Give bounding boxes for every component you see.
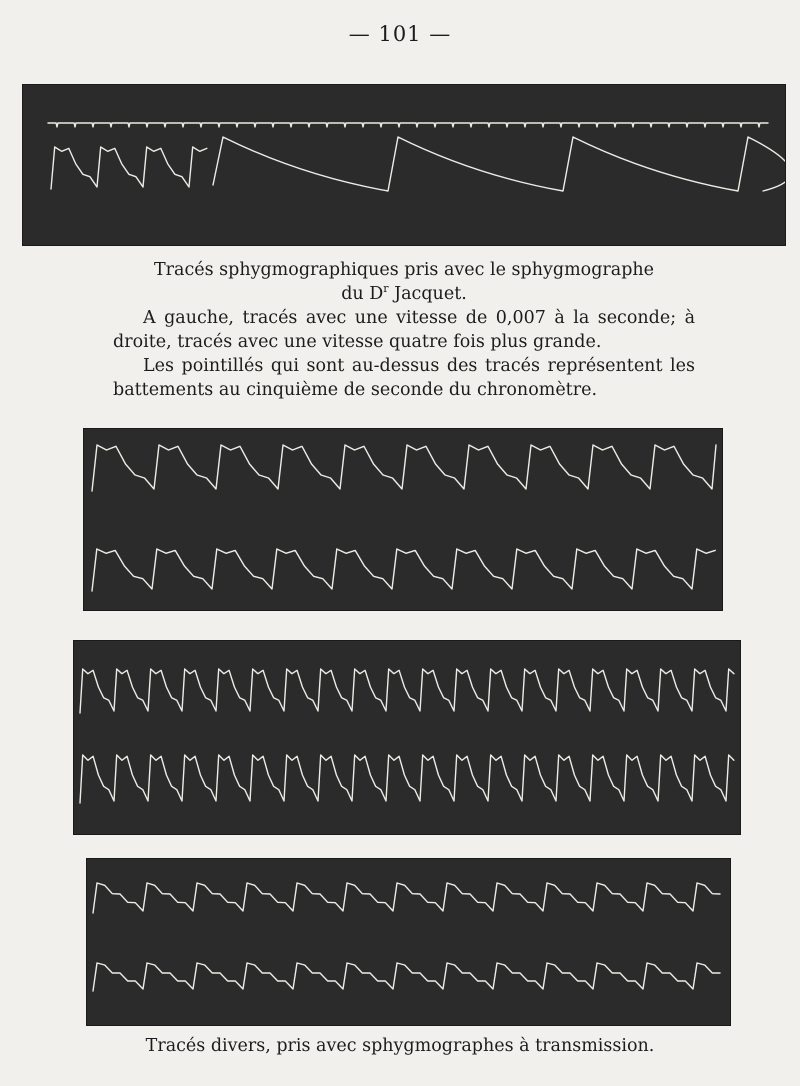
caption-title-line-2: du $D^r$ Jacquet. [341,282,467,304]
figure-caption-bottom: Tracés divers, pris avec sphygmographes à transmission. [145,1036,655,1056]
caption-title-line-1: Tracés sphygmographiques pris avec le sphygmographe [153,260,655,280]
trace-drawing [74,641,740,834]
pulse-trace-upper [92,445,716,491]
chronometer-dotted-trace [48,123,768,127]
pulse-trace-upper [80,669,734,713]
page-number: — 101 — [348,22,452,46]
trace-drawing [23,85,785,245]
trace-drawing [84,429,722,610]
figure-caption-top [113,258,695,402]
sphygmograph-trace-plate-jacquet [22,84,786,246]
sphygmograph-trace-plate-4 [86,858,731,1026]
pulse-trace-lower [80,755,734,803]
pulse-trace-lower [92,549,715,591]
sphygmograph-trace-plate-2 [83,428,723,611]
pulse-trace-upper [93,883,720,913]
pulse-trace [51,137,785,191]
trace-drawing [87,859,730,1025]
sphygmograph-trace-plate-3 [73,640,741,835]
caption-paragraph-speed: A gauche, tracés avec une vitesse de 0,007 à la seconde; à droite, tracés avec une vitesse quatre fois plus grande. [113,308,695,352]
pulse-trace-lower [93,963,720,991]
caption-paragraph-dots: Les pointillés qui sont au-dessus des tracés représentent les battements au cinquième de seconde du chronomètre. [113,356,695,400]
